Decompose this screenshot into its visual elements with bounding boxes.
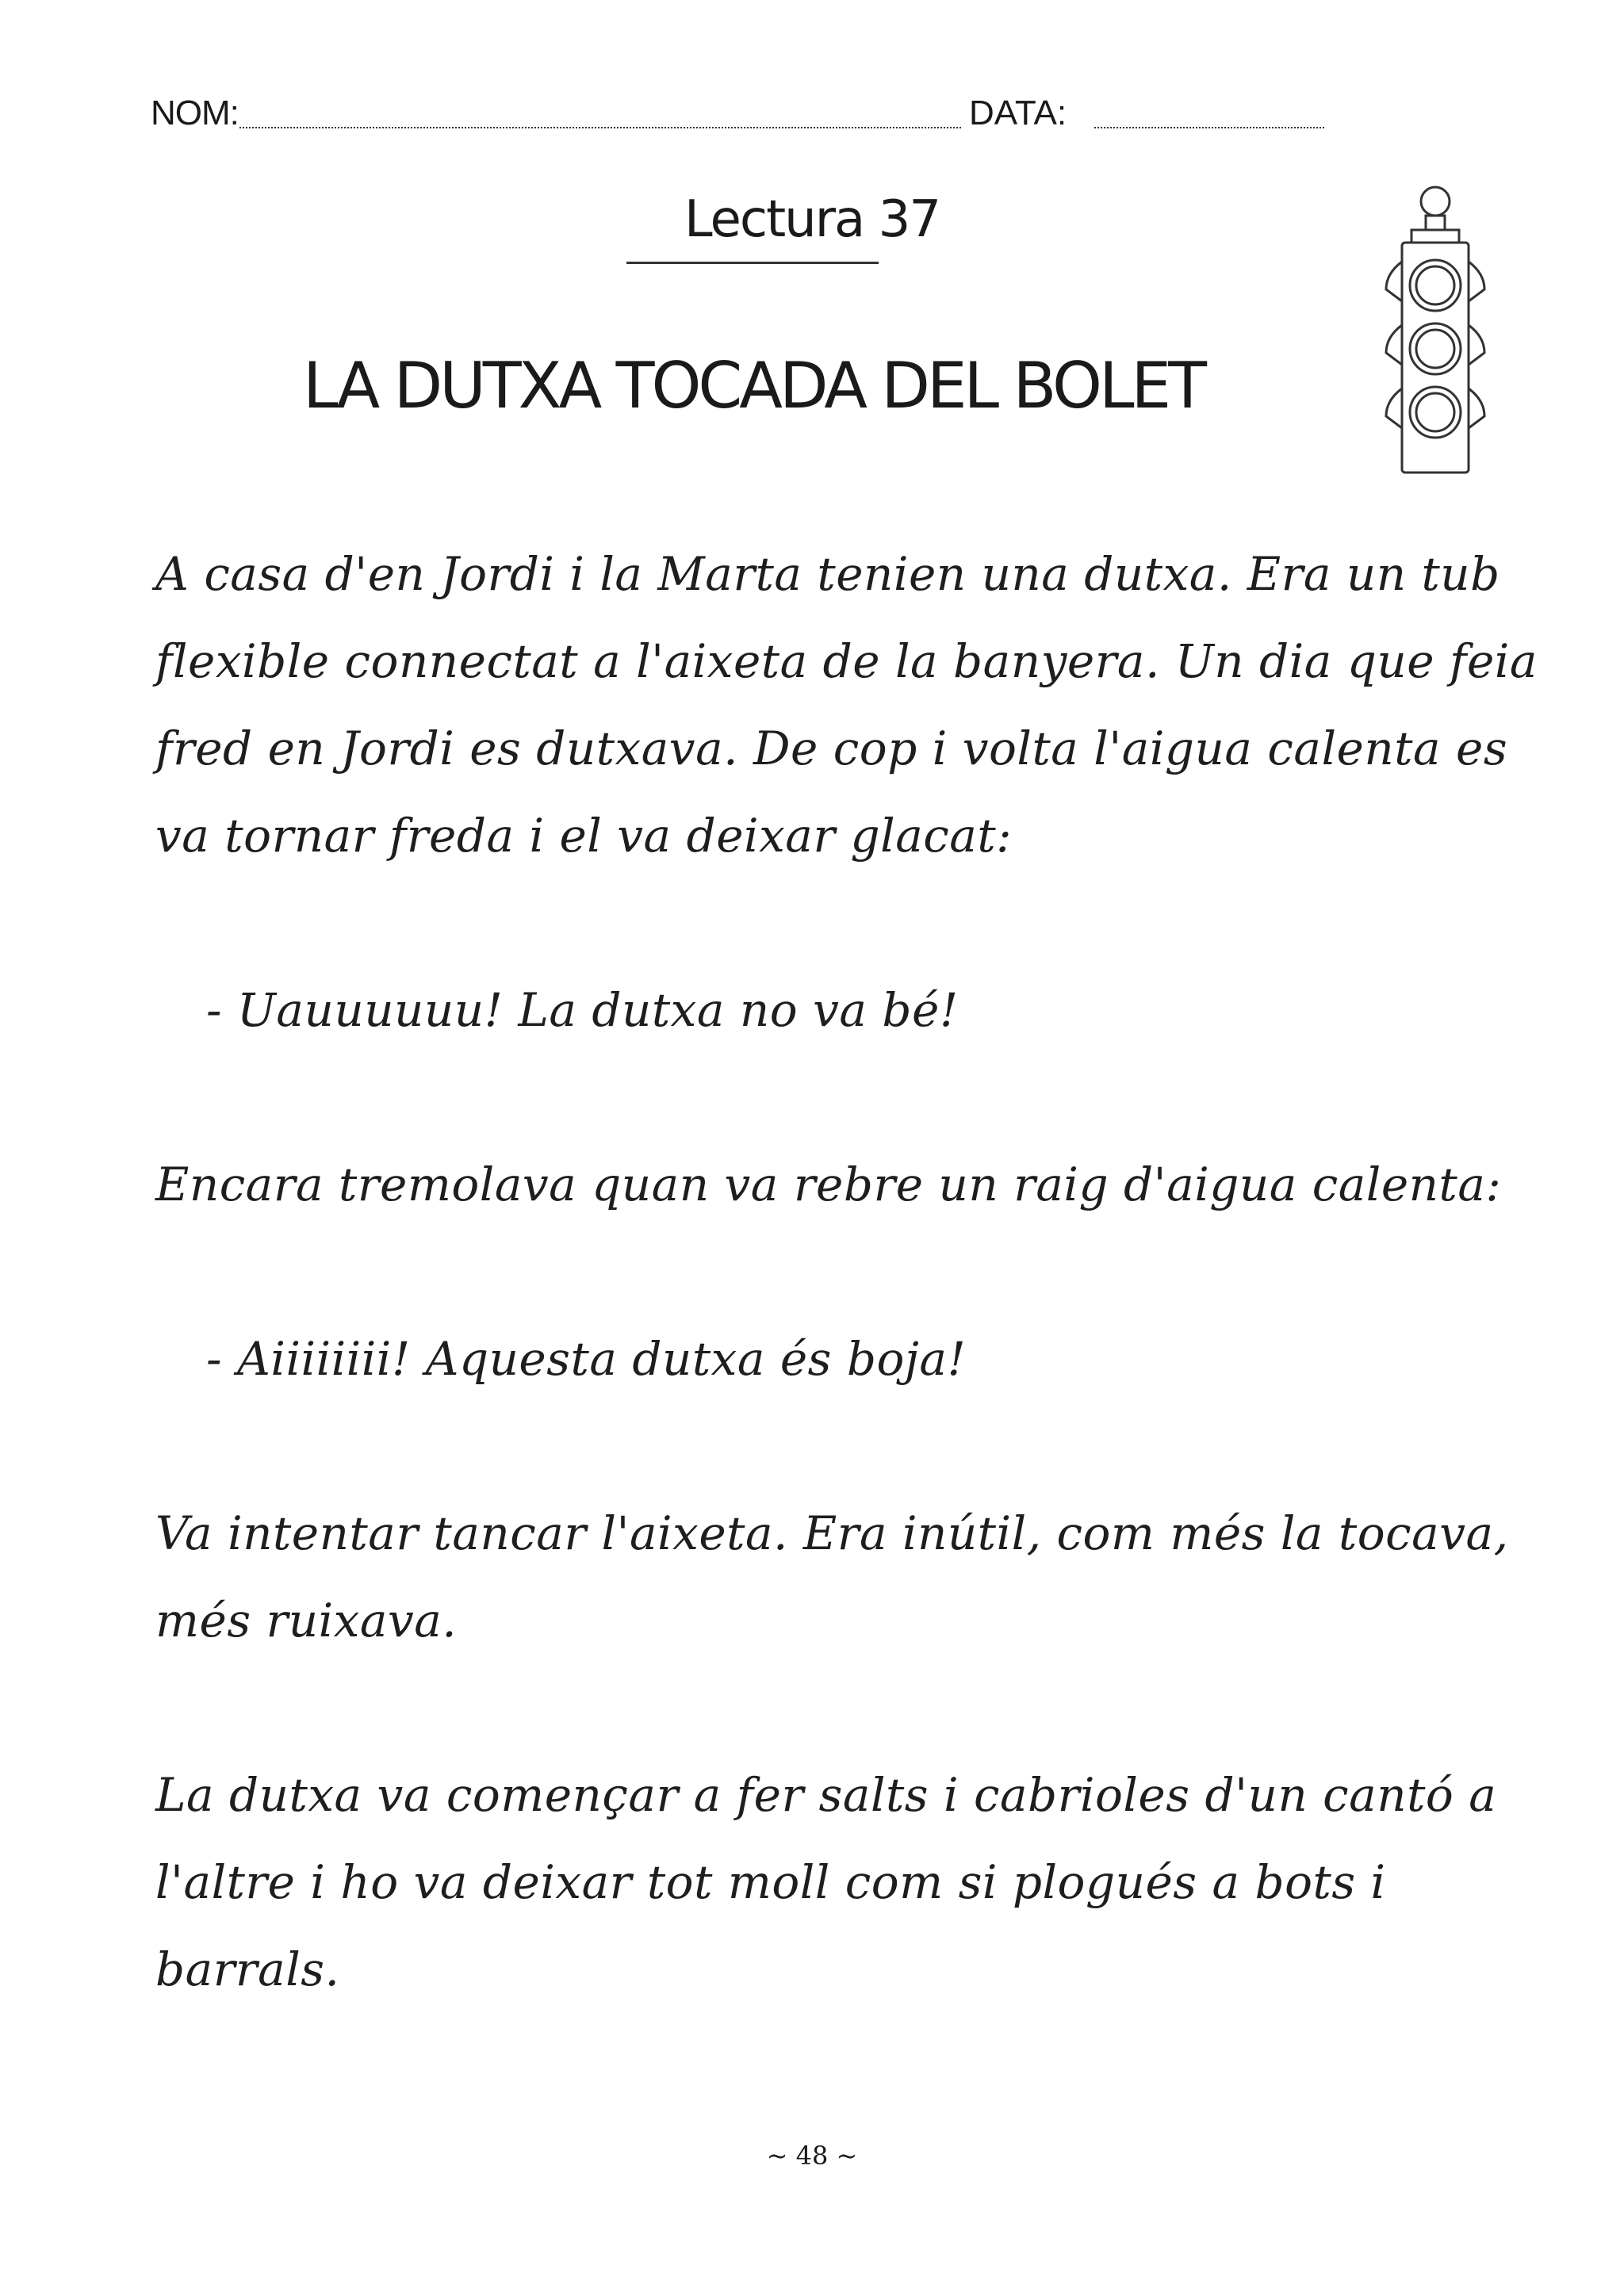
data-field-line[interactable] bbox=[1094, 127, 1324, 128]
lectura-heading: Lectura 37 bbox=[684, 190, 940, 249]
dialog-line: - Aiiiiiiii! Aquesta dutxa és boja! bbox=[206, 1332, 967, 1386]
story-title: LA DUTXA TOCADA DEL BOLET bbox=[303, 349, 1204, 423]
lectura-underline bbox=[626, 262, 879, 264]
story-line: fred en Jordi es dutxava. De cop i volta l'aigua calenta es bbox=[155, 721, 1508, 775]
traffic-light-icon bbox=[1380, 182, 1491, 476]
story-line: La dutxa va començar a fer salts i cabrioles d'un cantó a bbox=[155, 1768, 1497, 1822]
dialog-line: - Uauuuuuu! La dutxa no va bé! bbox=[206, 983, 959, 1037]
story-line: més ruixava. bbox=[155, 1594, 458, 1647]
story-line: l'altre i ho va deixar tot moll com si plogués a bots i bbox=[155, 1855, 1386, 1909]
story-line: Va intentar tancar l'aixeta. Era inútil, com més la tocava, bbox=[155, 1506, 1509, 1560]
story-line: flexible connectat a l'aixeta de la banyera. Un dia que feia bbox=[155, 634, 1538, 688]
nom-label: NOM: bbox=[151, 94, 239, 132]
story-line: barrals. bbox=[155, 1942, 340, 1996]
data-label: DATA: bbox=[969, 94, 1067, 132]
story-line: A casa d'en Jordi i la Marta tenien una dutxa. Era un tub bbox=[155, 547, 1500, 601]
page-number: ~ 48 ~ bbox=[766, 2141, 858, 2171]
story-line: Encara tremolava quan va rebre un raig d'aigua calenta: bbox=[155, 1158, 1502, 1211]
nom-field-line[interactable] bbox=[239, 127, 961, 128]
story-line: va tornar freda i el va deixar glacat: bbox=[155, 809, 1013, 863]
